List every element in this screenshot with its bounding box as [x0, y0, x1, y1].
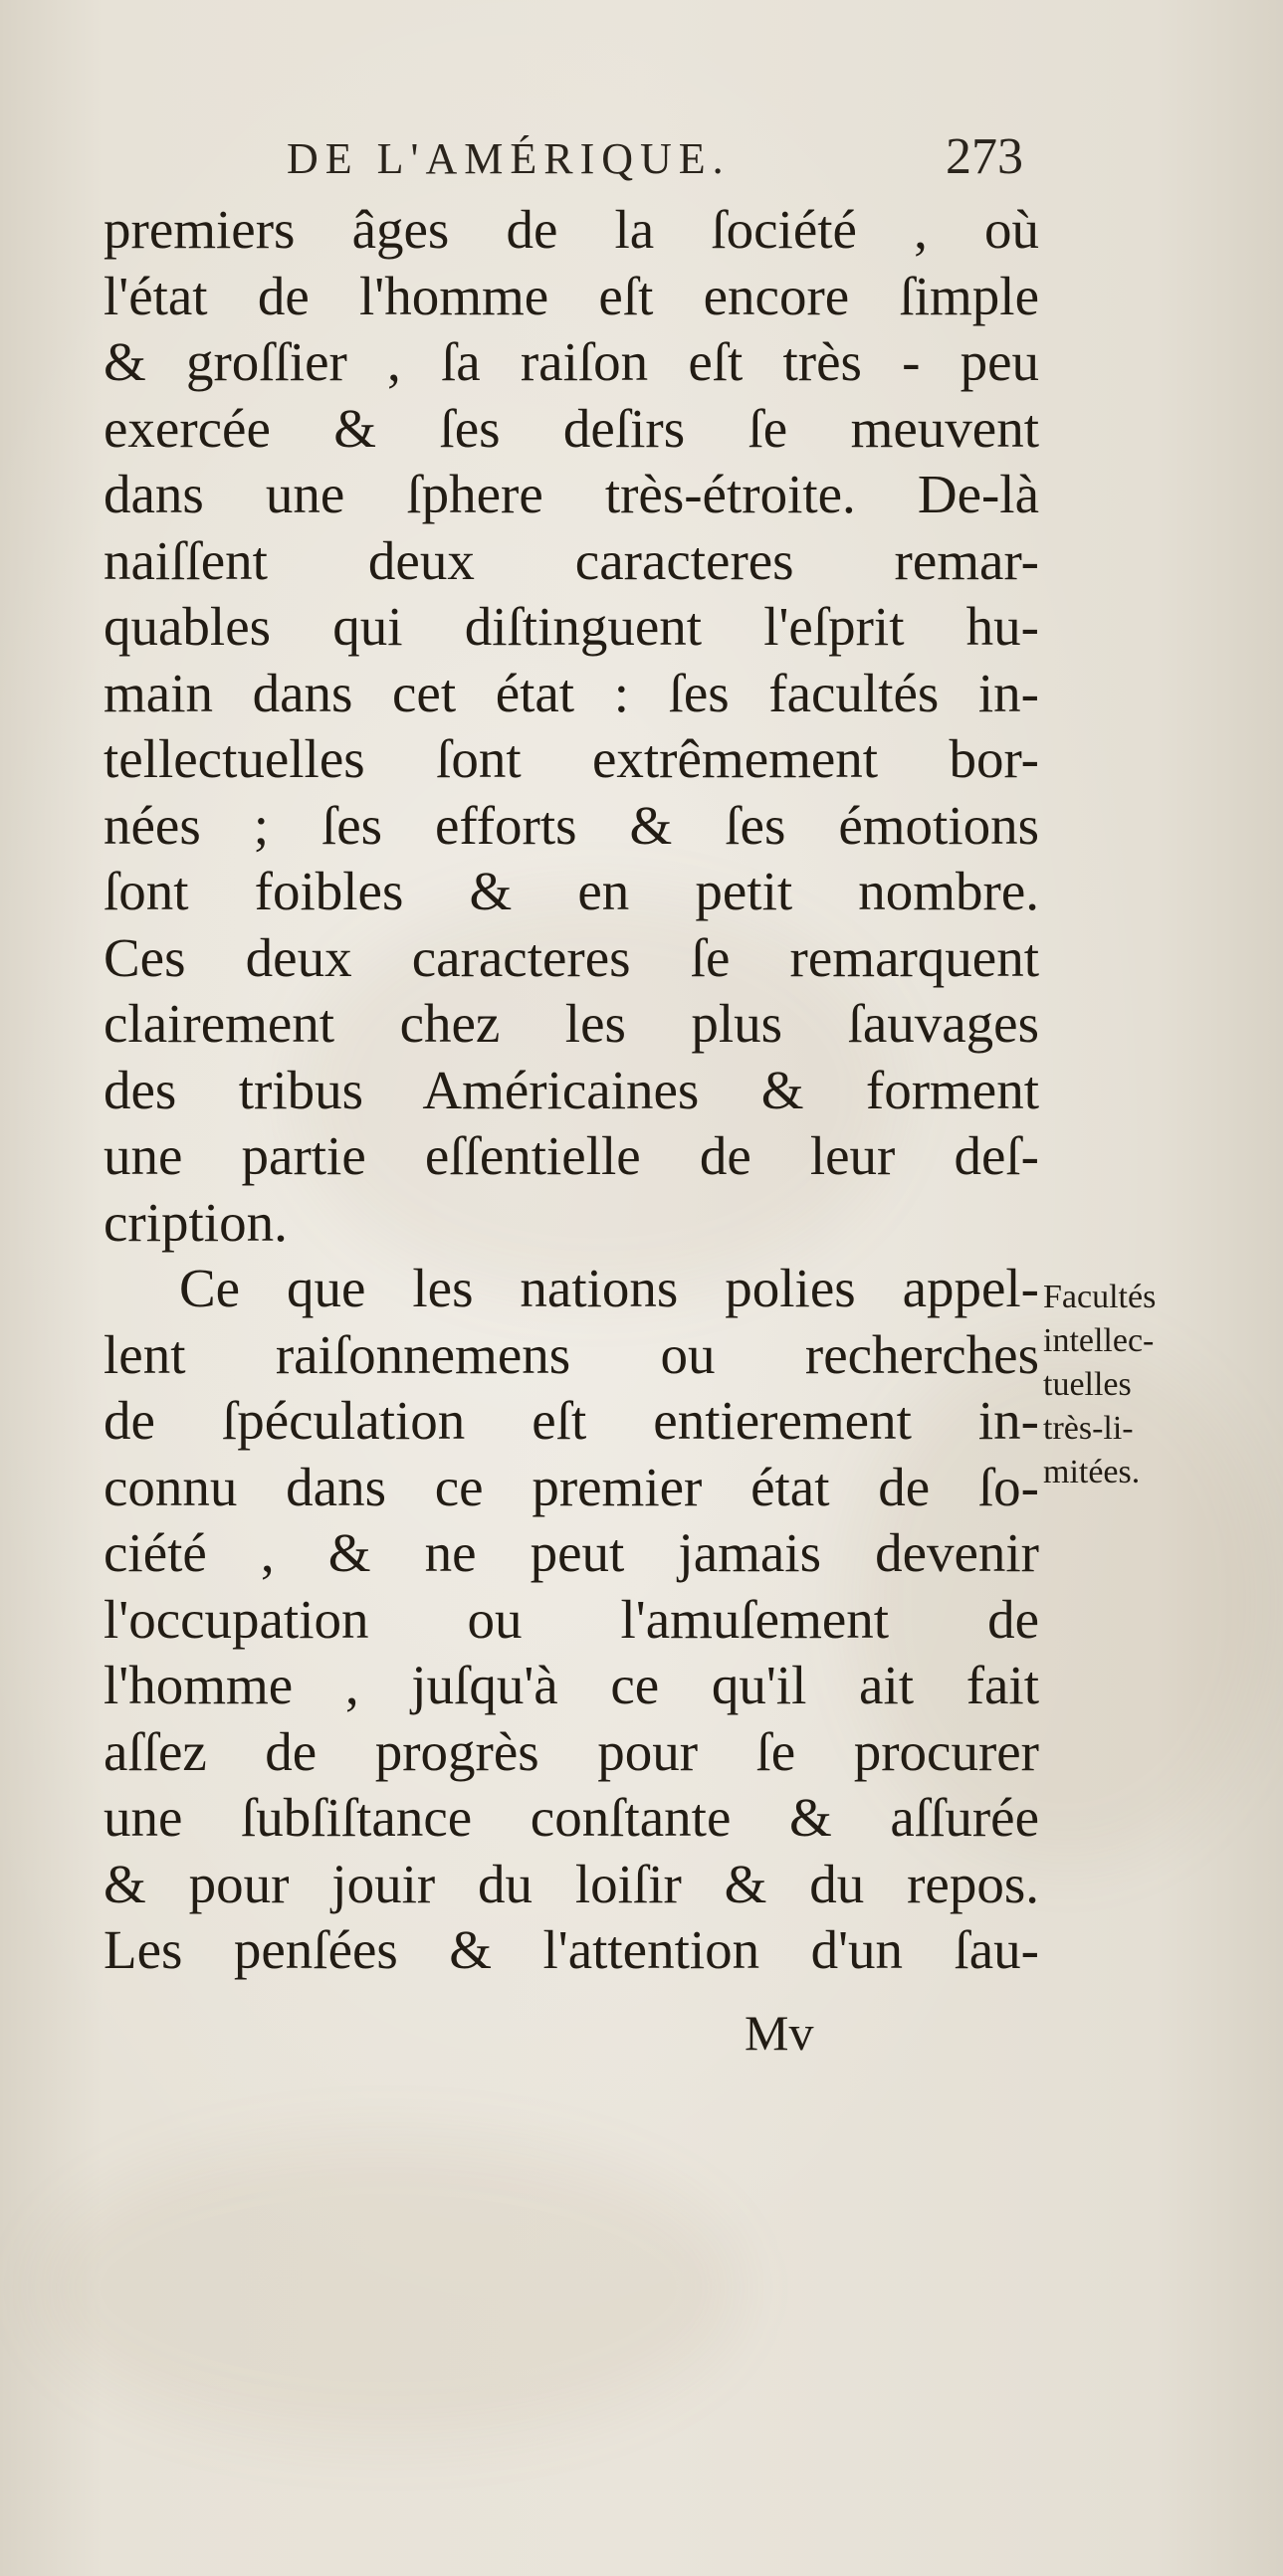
text-line: Les penſées & l'attention d'un ſau-	[104, 1919, 1039, 1980]
paper-stain	[40, 2139, 737, 2438]
text-line: une ſubſiſtance conſtante & aſſurée	[104, 1787, 1039, 1848]
text-line: quables qui diſtinguent l'eſprit hu-	[104, 596, 1039, 657]
text-line: Ce que les nations polies appel-	[179, 1258, 1039, 1318]
text-line: ſont foibles & en petit nombre.	[104, 861, 1039, 921]
marginal-note-line: tuelles	[1043, 1366, 1132, 1403]
page-number: 273	[946, 128, 1023, 185]
text-line: & pour jouir du loiſir & du repos.	[104, 1853, 1039, 1914]
text-line: ciété , & ne peut jamais devenir	[104, 1522, 1039, 1583]
text-line: l'état de l'homme eſt encore ſimple	[104, 265, 1039, 326]
text-line: clairement chez les plus ſauvages	[104, 993, 1039, 1054]
text-line: naiſſent deux caracteres remar-	[104, 529, 1039, 591]
running-head	[287, 127, 1023, 186]
marginal-note	[1043, 1276, 1262, 1494]
text-line: l'occupation ou l'amuſement de	[104, 1588, 1039, 1650]
text-line: aſſez de progrès pour ſe procurer	[104, 1720, 1039, 1782]
text-line: connu dans ce premier état de ſo-	[104, 1456, 1039, 1517]
text-line: nées ; ſes efforts & ſes émotions	[104, 794, 1039, 856]
running-head-title: DE L'AMÉRIQUE.	[287, 134, 731, 183]
text-line: une partie eſſentielle de leur deſ-	[104, 1125, 1039, 1186]
marginal-note-line: très-li-	[1043, 1410, 1134, 1447]
text-line: cription.	[104, 1191, 288, 1253]
catchword: Mv	[745, 2005, 814, 2061]
text-line: Ces deux caracteres ſe remarquent	[104, 926, 1039, 988]
text-line: exercée & ſes deſirs ſe meuvent	[104, 397, 1039, 459]
text-line: premiers âges de la ſociété , où	[104, 199, 1039, 260]
text-line: main dans cet état : ſes facultés in-	[104, 662, 1039, 723]
marginal-note-line: Facultés	[1043, 1279, 1157, 1315]
body-text	[104, 197, 1039, 1984]
text-line: des tribus Américaines & forment	[104, 1059, 1039, 1120]
text-line: tellectuelles ſont extrêmement bor-	[104, 728, 1039, 789]
text-line: de ſpéculation eſt entierement in-	[104, 1390, 1039, 1451]
marginal-note-line: mitées.	[1043, 1454, 1141, 1490]
text-line: lent raiſonnemens ou recherches	[104, 1323, 1039, 1385]
marginal-note-line: intellec-	[1043, 1322, 1155, 1359]
text-line: l'homme , juſqu'à ce qu'il ait fait	[104, 1655, 1039, 1715]
text-line: & groſſier , ſa raiſon eſt très - peu	[104, 331, 1039, 392]
text-line: dans une ſphere très-étroite. De-là	[104, 464, 1039, 524]
